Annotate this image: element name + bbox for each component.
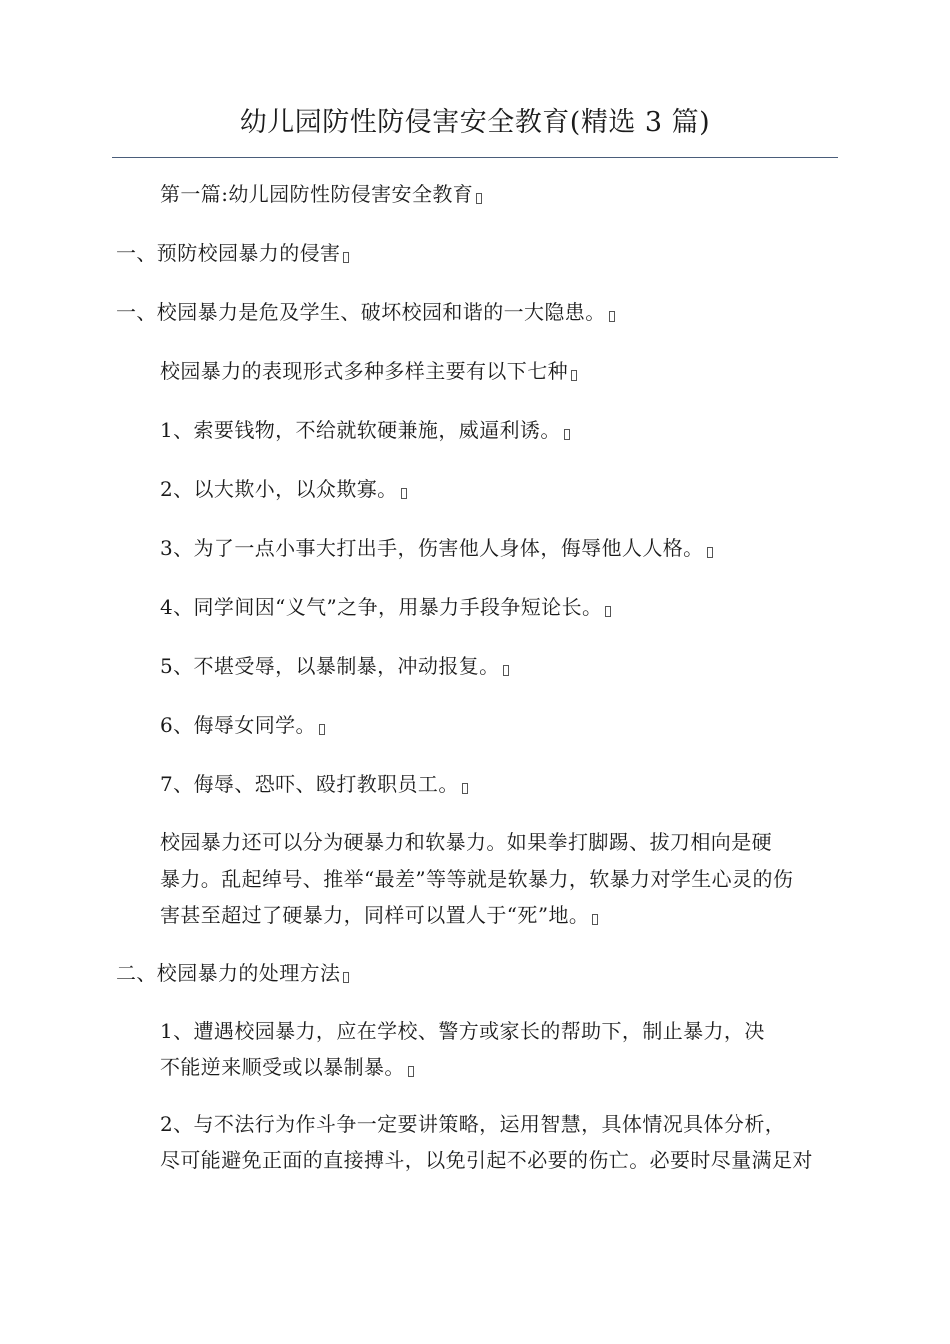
paragraph-mark-icon <box>401 488 407 499</box>
paragraph: 一、校园暴力是危及学生、破坏校园和谐的一大隐患。 <box>116 296 840 328</box>
paragraph-mark-icon <box>592 914 598 925</box>
list-item: 2、与不法行为作斗争一定要讲策略，运用智慧，具体情况具体分析， 尽可能避免正面的直接搏斗，以免引起不必要的伤亡。必要时尽量满足对 <box>160 1111 813 1172</box>
paragraph-mark-icon <box>564 429 570 440</box>
list-item: 3、为了一点小事大打出手，伤害他人身体，侮辱他人人格。 <box>116 532 840 564</box>
paragraph-mark-icon <box>462 783 468 794</box>
list-item: 4、同学间因“义气”之争，用暴力手段争短论长。 <box>116 591 840 623</box>
list-item: 1、遭遇校园暴力，应在学校、警方或家长的帮助下，制止暴力，决 不能逆来顺受或以暴制暴。 <box>160 1018 765 1079</box>
paragraph-mark-icon <box>476 193 482 204</box>
document-body <box>116 178 840 1202</box>
paragraph: 校园暴力的表现形式多种多样主要有以下七种 <box>116 355 840 387</box>
paragraph-mark-icon <box>319 724 325 735</box>
section-heading: 二、校园暴力的处理方法 <box>116 957 840 989</box>
paragraph-mark-icon <box>343 972 349 983</box>
paragraph-mark-icon <box>408 1066 414 1077</box>
section-heading: 一、预防校园暴力的侵害 <box>116 237 840 269</box>
title-divider <box>112 157 838 158</box>
list-item: 2、以大欺小，以众欺寡。 <box>116 473 840 505</box>
paragraph-mark-icon <box>707 547 713 558</box>
paragraph-mark-icon <box>503 665 509 676</box>
list-item: 5、不堪受辱，以暴制暴，冲动报复。 <box>116 650 840 682</box>
paragraph-mark-icon <box>605 606 611 617</box>
paragraph-mark-icon <box>571 370 577 381</box>
list-item: 6、侮辱女同学。 <box>116 709 840 741</box>
list-item: 7、侮辱、恐吓、殴打教职员工。 <box>116 768 840 800</box>
paragraph-mark-icon <box>609 311 615 322</box>
paragraph-mark-icon <box>343 252 349 263</box>
section-heading-part-one: 第一篇:幼儿园防性防侵害安全教育 <box>116 178 840 210</box>
document-title: 幼儿园防性防侵害安全教育(精选 3 篇) <box>239 107 711 138</box>
list-item: 1、索要钱物，不给就软硬兼施，威逼利诱。 <box>116 414 840 446</box>
paragraph: 校园暴力还可以分为硬暴力和软暴力。如果拳打脚踢、拔刀相向是硬 暴力。乱起绰号、推举“最差”等等就是软暴力，软暴力对学生心灵的伤 害甚至超过了硬暴力，同样可以置人于“死”地。 <box>160 830 794 927</box>
